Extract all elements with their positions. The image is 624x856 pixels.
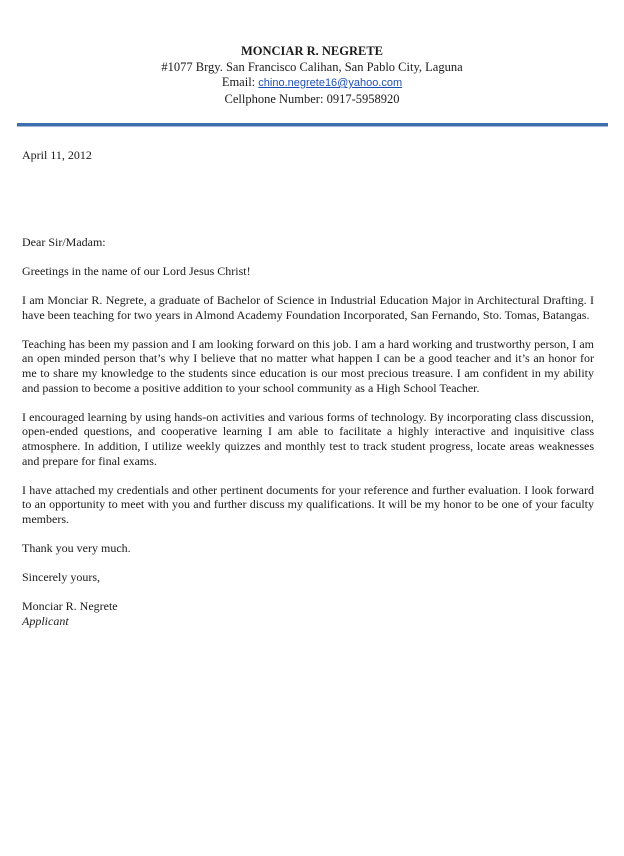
thanks: Thank you very much. [22, 541, 131, 556]
greeting: Greetings in the name of our Lord Jesus Christ! [22, 263, 251, 278]
closing: Sincerely yours, [22, 570, 100, 585]
signature-title: Applicant [22, 614, 69, 629]
paragraph-methods: I encouraged learning by using hands-on activities and various forms of technology. By incorporating class discussion, open-ended questions, and cooperative learning I am able to facilitate a highly interactive and inquisitive class atmosphere. In addition, I utilize weekly quizzes and monthly test to track student progress, locate areas weaknesses and prepare for final exams. [22, 409, 594, 468]
sender-phone: Cellphone Number: 0917-5958920 [224, 91, 400, 106]
letterhead [0, 44, 624, 107]
paragraph-passion: Teaching has been my passion and I am looking forward on this job. I am a hard working and trustworthy person, I am an open minded person that’s why I believe that no matter what happen I can be a good teacher and it’s an honor for me to share my knowledge to the students since education is our most precious treasure. I am confident in my ability and passion to become a positive addition to your school community as a High School Teacher. [22, 336, 594, 395]
paragraph-intro: I am Monciar R. Negrete, a graduate of Bachelor of Science in Industrial Education Major in Architectural Drafting. I have been teaching for two years in Almond Academy Foundation Incorporated, San Fernando, Sto. Tomas, Batangas. [22, 292, 594, 322]
email-link[interactable]: chino.negrete16@yahoo.com [258, 77, 403, 89]
signature-name: Monciar R. Negrete [22, 599, 118, 614]
sender-address: #1077 Brgy. San Francisco Calihan, San Pablo City, Laguna [161, 59, 463, 74]
letter-body [22, 148, 594, 629]
salutation: Dear Sir/Madam: [22, 234, 106, 249]
header-divider [17, 123, 608, 127]
sender-email-line [0, 75, 624, 92]
letter-date: April 11, 2012 [22, 148, 92, 162]
email-label: Email: [221, 75, 259, 89]
paragraph-credentials: I have attached my credentials and other pertinent documents for your reference and further evaluation. I look forward to an opportunity to meet with you and further discuss my qualifications. It will be my honor to be one of your faculty members. [22, 482, 594, 526]
sender-name: MONCIAR R. NEGRETE [240, 44, 384, 58]
